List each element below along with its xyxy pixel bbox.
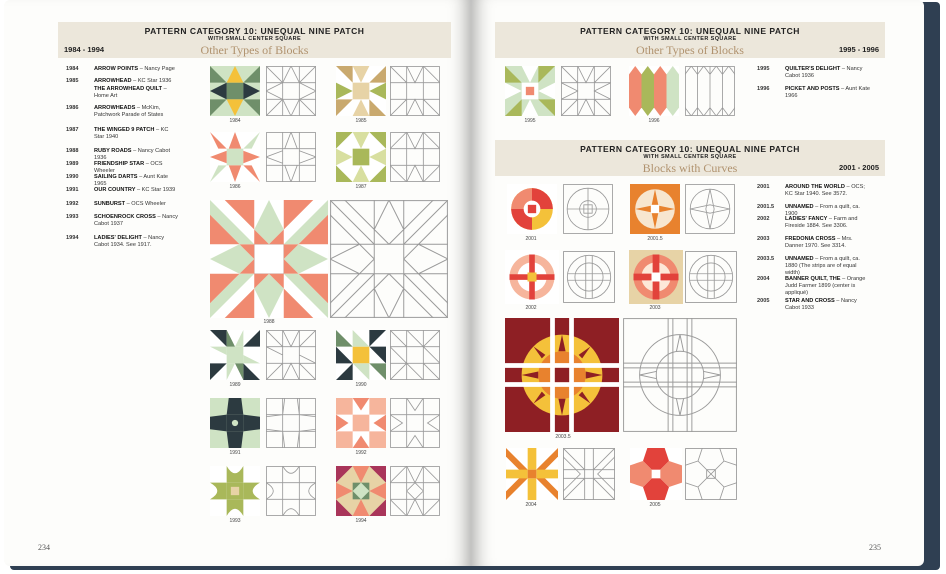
quilt-block-1985-line xyxy=(390,66,440,116)
caption-1989: 1989 xyxy=(229,382,241,388)
quilt-block-2001-line xyxy=(563,184,613,234)
entry-pattern-name: BANNER QUILT, THE xyxy=(785,276,841,282)
entry-source: – KC Star 1936 xyxy=(131,78,172,84)
quilt-block-2003-5-line xyxy=(623,318,737,432)
quilt-block-1996-line xyxy=(685,66,735,116)
quilt-block-2001-5-line xyxy=(685,184,735,234)
entry-pattern-name: UNNAMED xyxy=(785,204,814,210)
entry-pattern-name: FRIENDSHIP STAR xyxy=(94,161,145,167)
quilt-block-1993-color xyxy=(210,466,260,516)
entry-source: – McKim, Patchwork Parade of States xyxy=(94,105,164,118)
entry-text xyxy=(785,86,870,100)
entry-year: 1984 xyxy=(66,66,79,72)
entry-pattern-name: LADIES' FANCY xyxy=(785,216,828,222)
quilt-block-2005-color xyxy=(629,448,683,500)
entry-source: – Home Art xyxy=(94,86,167,99)
caption-1987: 1987 xyxy=(355,184,367,190)
entry-pattern-name: QUILTER'S DELIGHT xyxy=(785,66,841,72)
left-header xyxy=(58,22,451,58)
entry-year: 1985 xyxy=(66,78,79,84)
entry-text xyxy=(94,148,179,162)
quilt-block-1991-color xyxy=(210,398,260,448)
entry-source: – Farm and Fireside 1884. See 3306. xyxy=(785,216,858,229)
caption-2004: 2004 xyxy=(525,502,537,508)
header-range: 1984 - 1994 xyxy=(64,45,105,54)
entry-pattern-name: ARROW POINTS xyxy=(94,66,139,72)
quilt-block-1986-color xyxy=(210,132,260,182)
quilt-block-1988-line xyxy=(330,200,448,318)
entry-pattern-name: UNNAMED xyxy=(785,256,814,262)
page-number-left: 234 xyxy=(38,543,50,552)
entry-text xyxy=(94,201,179,208)
entry-pattern-name: OUR COUNTRY xyxy=(94,187,136,193)
entry-year: 1992 xyxy=(66,201,79,207)
entry-text xyxy=(94,66,179,73)
quilt-block-1993-line xyxy=(266,466,316,516)
caption-1990: 1990 xyxy=(355,382,367,388)
entry-pattern-name: THE ARROWHEAD QUILT xyxy=(94,86,163,92)
entry-source: – Nancy Page xyxy=(138,66,175,72)
caption-1993: 1993 xyxy=(229,518,241,524)
entry-text xyxy=(785,256,870,277)
entry-text xyxy=(94,105,179,119)
quilt-block-2004-line xyxy=(563,448,615,500)
quilt-block-2002-line xyxy=(563,250,615,304)
entry-year: 1988 xyxy=(66,148,79,154)
caption-1992: 1992 xyxy=(355,450,367,456)
quilt-block-1989-color xyxy=(210,330,260,380)
quilt-block-2002-color xyxy=(505,250,559,304)
quilt-block-1986-line xyxy=(266,132,316,182)
entry-source: – Nancy Cabot 1934. See 1917. xyxy=(94,235,165,248)
entry-year: 1987 xyxy=(66,127,79,133)
header-section: Other Types of Blocks xyxy=(200,43,309,57)
entry-pattern-name: STAR AND CROSS xyxy=(785,298,835,304)
header-subtitle: WITH SMALL CENTER SQUARE xyxy=(643,154,737,160)
quilt-block-2003-line xyxy=(685,250,737,304)
entry-year: 1996 xyxy=(757,86,770,92)
entry-source: – Nancy Cabot 1933 xyxy=(785,298,857,311)
caption-2005: 2005 xyxy=(649,502,661,508)
header-range: 2001 - 2005 xyxy=(838,163,879,172)
header-subtitle: WITH SMALL CENTER SQUARE xyxy=(643,36,737,42)
entry-year: 2001 xyxy=(757,184,770,190)
caption-1991: 1991 xyxy=(229,450,241,456)
quilt-block-1994-line xyxy=(390,466,440,516)
caption-1988: 1988 xyxy=(263,319,275,325)
caption-1996: 1996 xyxy=(648,118,660,124)
entry-source: – Aunt Kate 1966 xyxy=(785,86,870,99)
caption-1994: 1994 xyxy=(355,518,367,524)
entry-pattern-name: LADIES' DELIGHT xyxy=(94,235,142,241)
entry-text xyxy=(94,214,179,228)
entry-year: 2001.5 xyxy=(757,204,775,210)
entry-year: 1989 xyxy=(66,161,79,167)
entry-source: – Aunt Kate 1965 xyxy=(94,174,168,187)
quilt-block-1990-color xyxy=(336,330,386,380)
header-title: PATTERN CATEGORY 10: UNEQUAL NINE PATCH xyxy=(580,144,800,154)
right-header-top xyxy=(495,22,885,58)
entry-source: – Mrs. Danner 1970. See 3314. xyxy=(785,236,853,249)
entry-year: 2003.5 xyxy=(757,256,775,262)
entry-year: 2003 xyxy=(757,236,770,242)
quilt-block-1996-color xyxy=(629,66,679,116)
entry-source: – KC Star 1940 xyxy=(94,127,169,140)
quilt-block-1989-line xyxy=(266,330,316,380)
quilt-block-1990-line xyxy=(390,330,440,380)
quilt-block-1987-color xyxy=(336,132,386,182)
entry-year: 1995 xyxy=(757,66,770,72)
caption-2001: 2001 xyxy=(525,236,537,242)
quilt-block-1987-line xyxy=(390,132,440,182)
quilt-block-2003-color xyxy=(629,250,683,304)
entry-source: – Nancy Cabot 1936 xyxy=(785,66,863,79)
entry-text xyxy=(785,236,870,250)
entry-text xyxy=(785,66,870,80)
entry-source: – KC Star 1939 xyxy=(135,187,176,193)
entry-pattern-name: SAILING DARTS xyxy=(94,174,138,180)
entry-pattern-name: THE WINGED 9 PATCH xyxy=(94,127,155,133)
entry-text xyxy=(785,216,870,230)
quilt-block-1988-color xyxy=(210,200,328,318)
quilt-block-2004-color xyxy=(505,448,559,500)
entry-pattern-name: FREDONIA CROSS xyxy=(785,236,836,242)
quilt-block-2001-5-color xyxy=(629,184,681,234)
entry-source: – OCS Wheeler xyxy=(125,201,166,207)
entry-year: 2005 xyxy=(757,298,770,304)
caption-1986: 1986 xyxy=(229,184,241,190)
entry-source: – From a quilt, ca. 1900 xyxy=(785,204,860,217)
entry-source: – Nancy Cabot 1936 xyxy=(94,148,171,161)
quilt-block-1984-line xyxy=(266,66,316,116)
page-number-right: 235 xyxy=(869,543,881,552)
quilt-block-1994-color xyxy=(336,466,386,516)
header-section: Blocks with Curves xyxy=(642,161,738,175)
quilt-block-1995-line xyxy=(561,66,611,116)
entry-year: 1993 xyxy=(66,214,79,220)
quilt-block-1984-color xyxy=(210,66,260,116)
right-header-curves xyxy=(495,140,885,176)
entry-text xyxy=(94,86,179,100)
entry-pattern-name: SCHOENROCK CROSS xyxy=(94,214,156,220)
quilt-block-2003-5-color xyxy=(505,318,619,432)
entry-year: 2002 xyxy=(757,216,770,222)
entry-pattern-name: ARROWHEAD xyxy=(94,78,132,84)
caption-2003-5: 2003.5 xyxy=(555,434,571,440)
header-title: PATTERN CATEGORY 10: UNEQUAL NINE PATCH xyxy=(144,26,365,36)
header-title: PATTERN CATEGORY 10: UNEQUAL NINE PATCH xyxy=(580,26,800,36)
caption-2001-5: 2001.5 xyxy=(647,236,663,242)
entry-text xyxy=(785,276,870,297)
entry-year: 1990 xyxy=(66,174,79,180)
entry-text xyxy=(94,161,179,175)
right-page xyxy=(471,0,924,566)
header-range: 1995 - 1996 xyxy=(838,45,879,54)
header-section: Other Types of Blocks xyxy=(636,43,744,57)
entry-text xyxy=(785,298,870,312)
entry-year: 1986 xyxy=(66,105,79,111)
entry-source: – From a quilt, ca. 1880 (The strips are of equal width) xyxy=(785,256,860,276)
entry-pattern-name: SUNBURST xyxy=(94,201,126,207)
entry-text xyxy=(94,187,179,194)
quilt-block-1985-color xyxy=(336,66,386,116)
entry-pattern-name: PICKET AND POSTS xyxy=(785,86,840,92)
quilt-block-2001-color xyxy=(505,184,559,234)
caption-2002: 2002 xyxy=(525,305,537,311)
entry-pattern-name: RUBY ROADS xyxy=(94,148,132,154)
quilt-block-2005-line xyxy=(685,448,737,500)
entry-text xyxy=(94,127,179,141)
entry-source: – Orange Judd Farmer 1899 (center is appliqué) xyxy=(785,276,866,296)
header-subtitle: WITH SMALL CENTER SQUARE xyxy=(207,36,302,42)
quilt-block-1991-line xyxy=(266,398,316,448)
entry-pattern-name: AROUND THE WORLD xyxy=(785,184,845,190)
quilt-block-1992-color xyxy=(336,398,386,448)
entry-source: – OCS; KC Star 1940. See 3572. xyxy=(785,184,865,197)
entry-year: 2004 xyxy=(757,276,770,282)
quilt-block-1992-line xyxy=(390,398,440,448)
left-page xyxy=(4,0,471,566)
entry-source: – Nancy Cabot 1937 xyxy=(94,214,178,227)
entry-year: 1994 xyxy=(66,235,79,241)
entry-source: – OCS Wheeler xyxy=(94,161,163,174)
entry-text xyxy=(94,174,179,188)
caption-2003: 2003 xyxy=(649,305,661,311)
quilt-block-1995-color xyxy=(505,66,555,116)
entry-text xyxy=(785,184,870,198)
caption-1985: 1985 xyxy=(355,118,367,124)
entry-year: 1991 xyxy=(66,187,79,193)
entry-pattern-name: ARROWHEADS xyxy=(94,105,136,111)
caption-1984: 1984 xyxy=(229,118,241,124)
caption-1995: 1995 xyxy=(524,118,536,124)
entry-text xyxy=(94,78,179,85)
entry-text xyxy=(94,235,179,249)
